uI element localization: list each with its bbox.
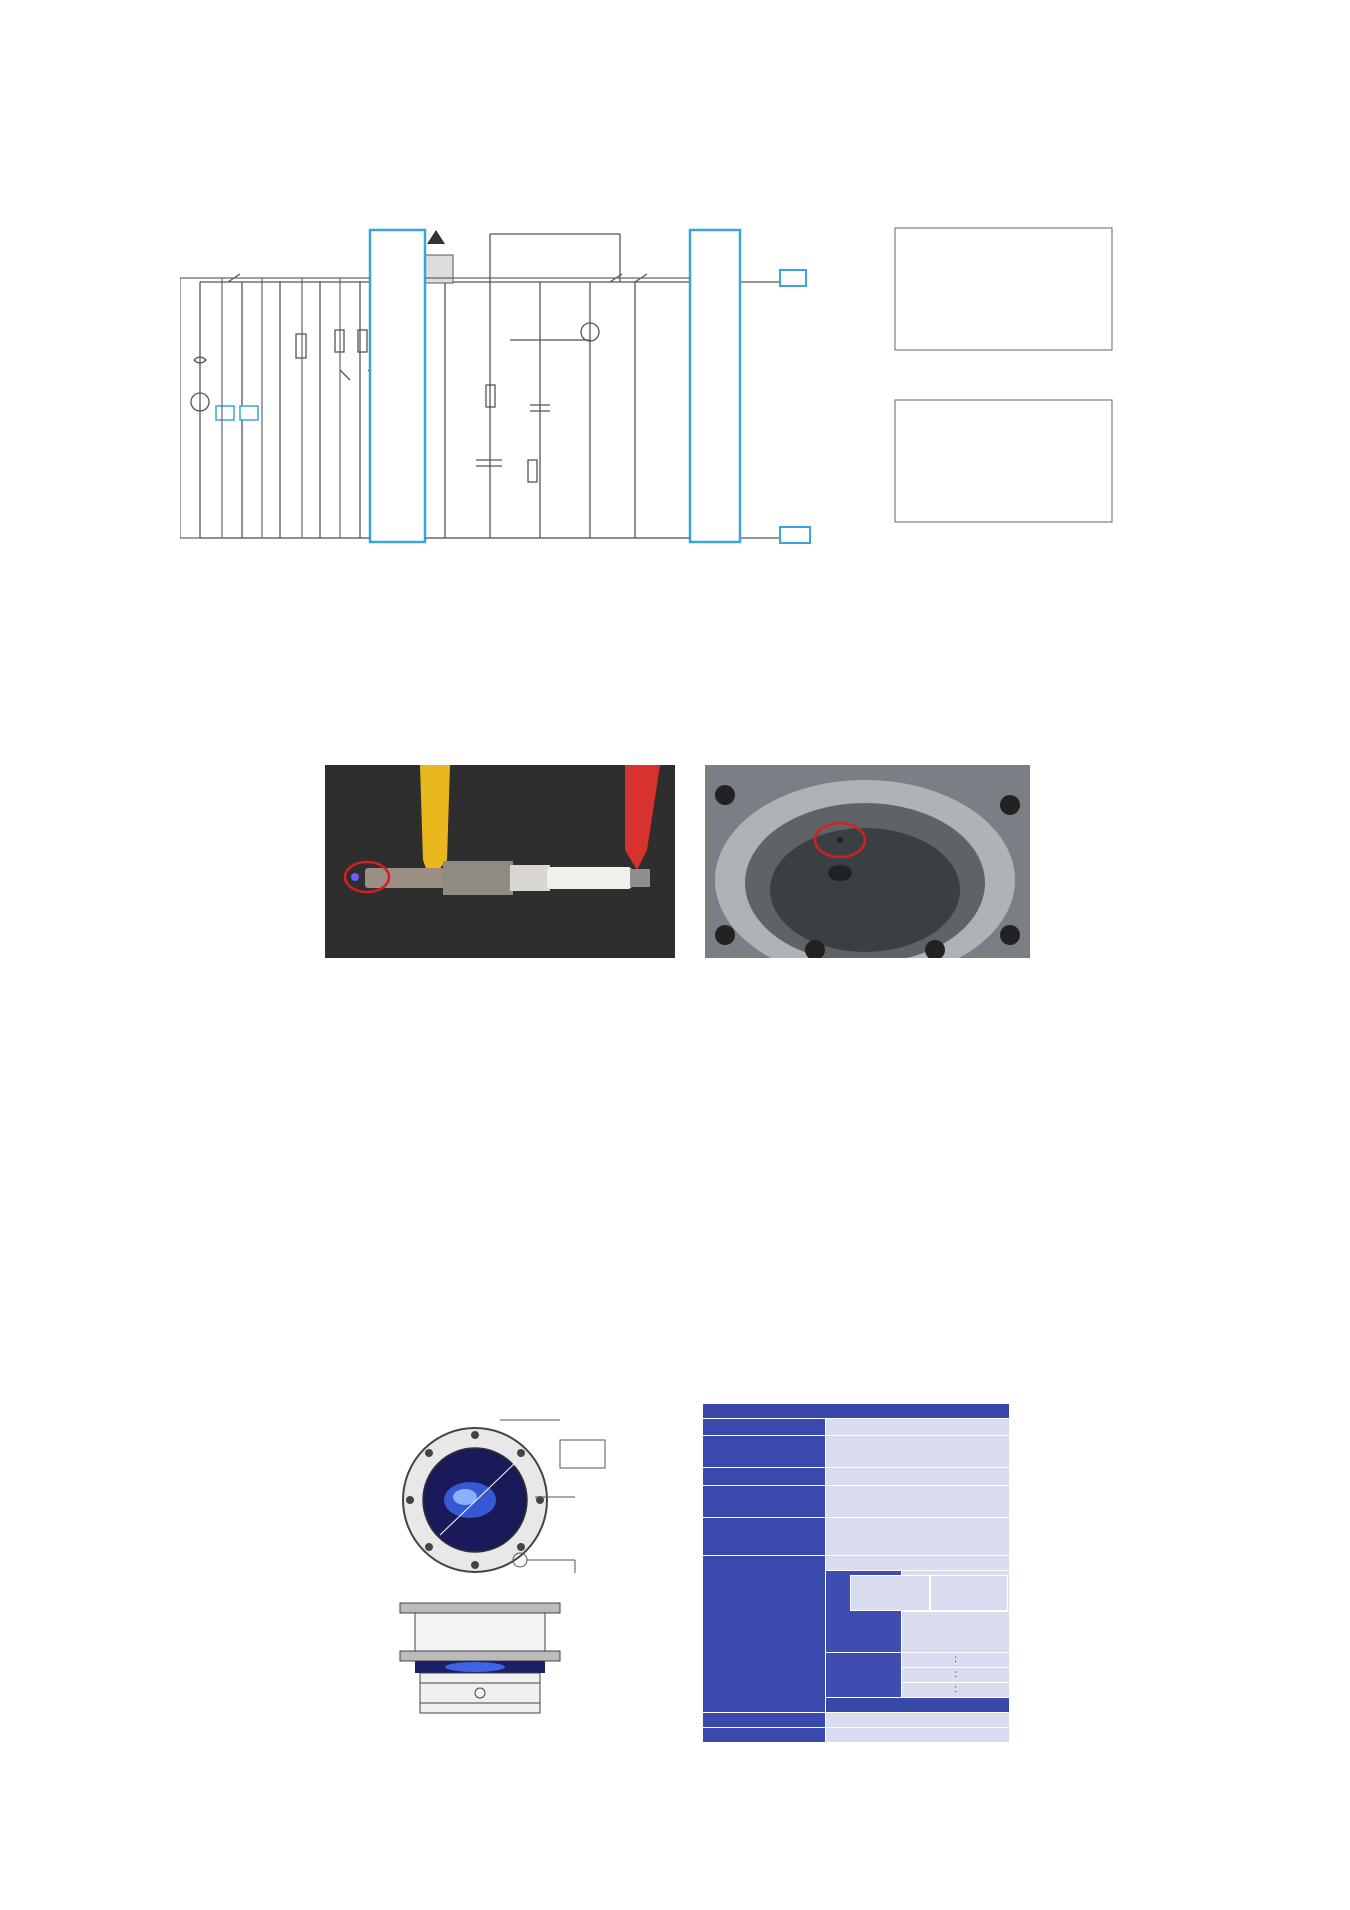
inverter-block bbox=[690, 230, 740, 542]
vin1-row: : bbox=[902, 1652, 1010, 1667]
test-fuel-key bbox=[703, 1419, 826, 1436]
compression-ratio-key bbox=[703, 1468, 826, 1485]
table-header bbox=[703, 1404, 1010, 1419]
resolution-key bbox=[703, 1727, 826, 1742]
engine-speed-value bbox=[826, 1436, 1010, 1468]
apparatus-diagram bbox=[345, 1405, 680, 1750]
combustion-type-key bbox=[703, 1556, 826, 1713]
test-conditions-table bbox=[702, 1403, 1010, 1743]
it2-value bbox=[930, 1575, 1008, 1611]
equivalence-ratio-key bbox=[703, 1485, 826, 1517]
equivalence-ratio-value bbox=[826, 1485, 1010, 1517]
scavenging-temp-key bbox=[703, 1517, 826, 1556]
test-fuel-value bbox=[826, 1419, 1010, 1436]
waveform-charts bbox=[855, 222, 1185, 557]
hcci-row bbox=[826, 1556, 1010, 1571]
current-chart-frame bbox=[895, 400, 1112, 522]
spark-plug-photo bbox=[325, 765, 675, 958]
engine-speed-key bbox=[703, 1436, 826, 1468]
it2-key bbox=[850, 1575, 930, 1611]
compression-ratio-value bbox=[826, 1468, 1010, 1485]
combustion-chamber-photo bbox=[705, 765, 1030, 958]
it2-row bbox=[850, 1575, 1008, 1611]
voltage-chart-frame bbox=[895, 228, 1112, 350]
paci-key bbox=[826, 1652, 902, 1697]
acdc-block bbox=[370, 230, 425, 542]
circuit-diagram bbox=[180, 220, 845, 555]
frame-rate-key bbox=[703, 1712, 826, 1727]
scavenging-temp-value bbox=[826, 1517, 1010, 1556]
shooting-header bbox=[826, 1697, 1010, 1712]
frame-rate-value bbox=[826, 1712, 1010, 1727]
vin3-row: : bbox=[902, 1682, 1010, 1697]
resolution-value bbox=[826, 1727, 1010, 1742]
vin2-row: : bbox=[902, 1667, 1010, 1682]
it1-value bbox=[902, 1612, 1010, 1653]
